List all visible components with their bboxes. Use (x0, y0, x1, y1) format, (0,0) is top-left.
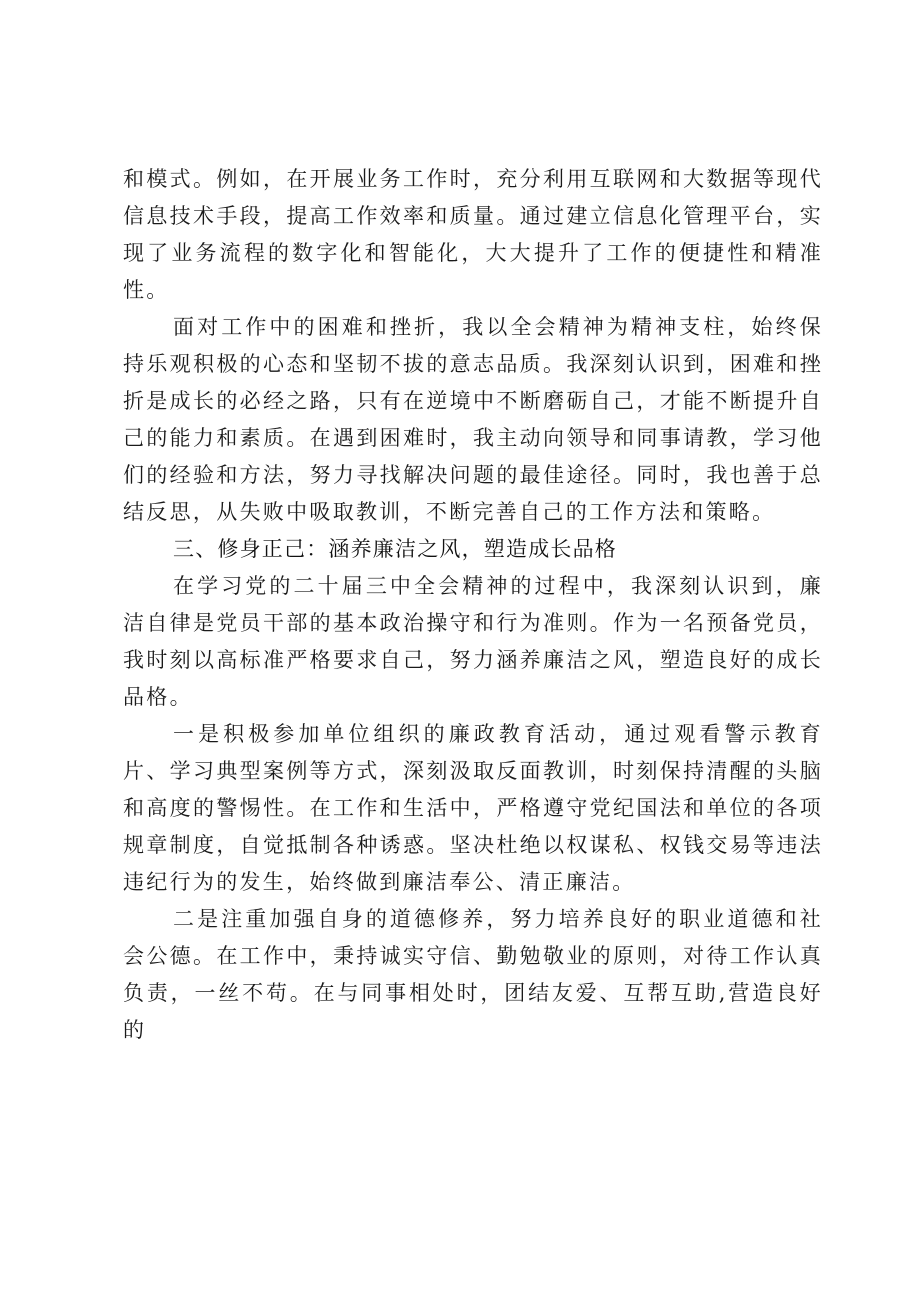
paragraph-integrity-intro: 在学习党的二十届三中全会精神的过程中，我深刻认识到，廉洁自律是党员干部的基本政治操守和行为准则。作为一名预备党员，我时刻以高标准严格要求自己，努力涵养廉洁之风，塑造良好的成长品格。 (123, 574, 823, 709)
paragraph-point-two: 二是注重加强自身的道德修养，努力培养良好的职业道德和社会公德。在工作中，秉持诚实守信、勤勉敬业的原则，对待工作认真负责，一丝不苟。在与同事相处时，团结友爱、互帮互助,营造良好的 (123, 907, 823, 1042)
paragraph-point-one: 一是积极参加单位组织的廉政教育活动，通过观看警示教育片、学习典型案例等方式，深刻汲取反面教训，时刻保持清醒的头脑和高度的警惕性。在工作和生活中，严格遵守党纪国法和单位的各项规章制度，自觉抵制各种诱惑。坚决杜绝以权谋私、权钱交易等违法违纪行为的发生，始终做到廉洁奉公、清正廉洁。 (123, 722, 823, 894)
paragraph-difficulties: 面对工作中的困难和挫折，我以全会精神为精神支柱，始终保持乐观积极的心态和坚韧不拔的意志品质。我深刻认识到，困难和挫折是成长的必经之路，只有在逆境中不断磨砺自己，才能不断提升自己的能力和素质。在遇到困难时，我主动向领导和同事请教，学习他们的经验和方法，努力寻找解决问题的最佳途径。同时，我也善于总结反思，从失败中吸取教训，不断完善自己的工作方法和策略。 (123, 315, 823, 524)
paragraph-continued: 和模式。例如，在开展业务工作时，充分利用互联网和大数据等现代信息技术手段，提高工作效率和质量。通过建立信息化管理平台，实现了业务流程的数字化和智能化，大大提升了工作的便捷性和精准性。 (123, 167, 823, 302)
section-heading-3: 三、修身正己：涵养廉洁之风，塑造成长品格 (173, 537, 617, 561)
document-body (123, 161, 823, 1049)
